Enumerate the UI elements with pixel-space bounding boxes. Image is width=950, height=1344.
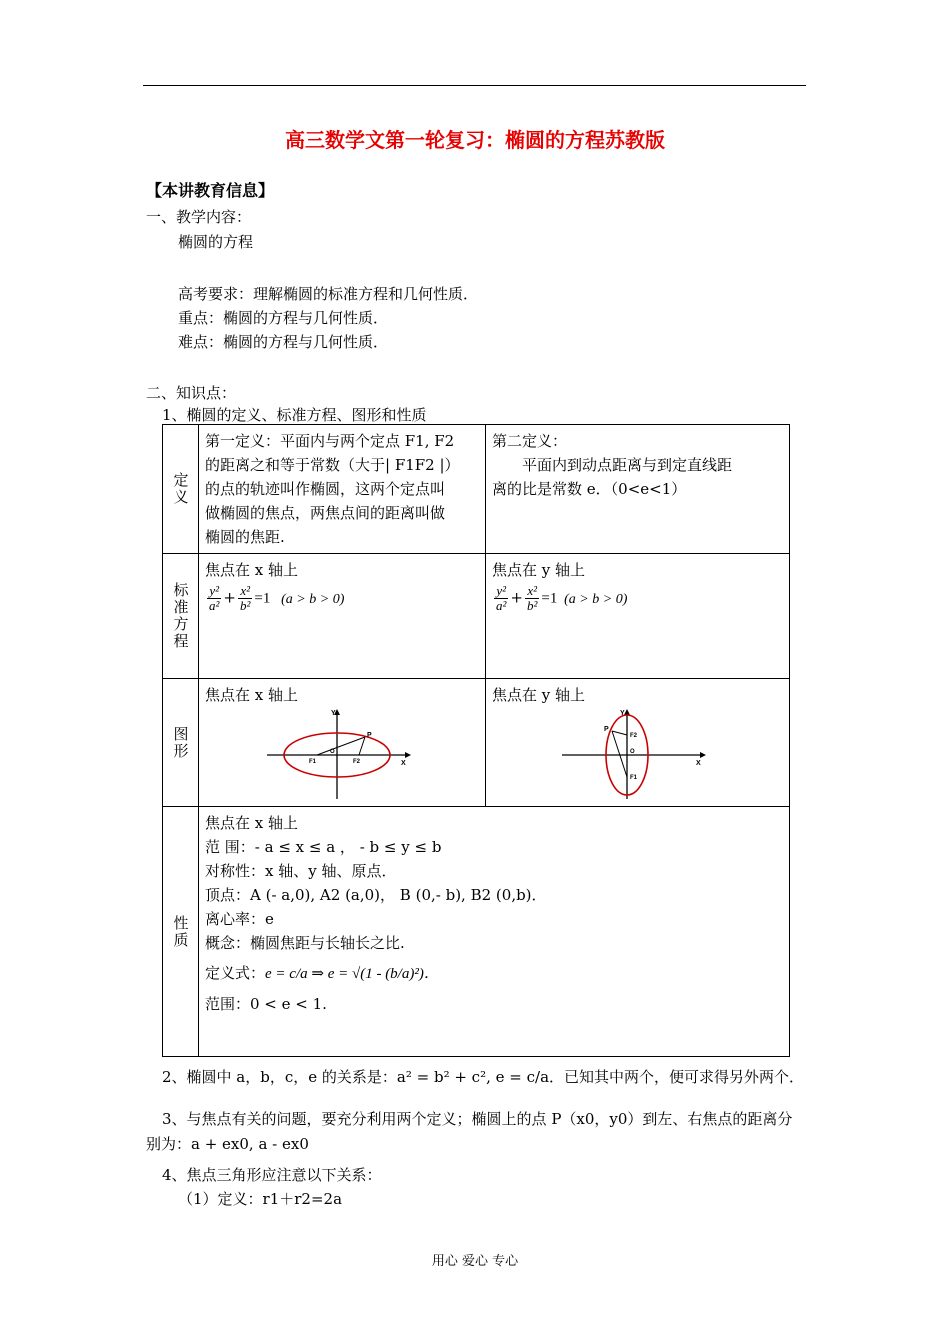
figure-label: 图形 (163, 679, 199, 807)
page-title: 高三数学文第一轮复习：椭圆的方程苏教版 (285, 128, 665, 152)
label-p: P (604, 726, 609, 733)
property-row (163, 807, 790, 1057)
equals-one: =1 (541, 590, 558, 607)
numerator: x² (527, 583, 538, 598)
page-footer: 用心 爱心 专心 (431, 1254, 519, 1269)
fraction (525, 584, 539, 613)
focal-radius-2 (359, 737, 365, 755)
property-label: 性质 (163, 807, 199, 1057)
first-def-line: 椭圆的焦距. (205, 528, 285, 546)
section2-heading: 二、知识点： (146, 384, 237, 402)
prop-ecc-range: 范围：0 < e < 1. (205, 995, 327, 1013)
equation-x-formula: $\frac{\text{y²}}{\text{a²}}$ + $\frac{\text{x²}}{\text{b²}}$ =1 (a > b > 0) (209, 583, 345, 613)
equation-label: 标准方程 (163, 554, 199, 679)
item3-line2: 别为：a + ex0, a - ex0 (146, 1135, 309, 1153)
figure-x-focus (199, 679, 486, 807)
label-p: P (367, 732, 372, 739)
definition-row (163, 425, 790, 554)
label-x: X (401, 760, 406, 767)
second-def-line: 平面内到动点距离与到定直线距 (522, 456, 733, 474)
prop-concept: 概念：椭圆焦距与长轴长之比. (205, 934, 405, 952)
fraction (494, 584, 508, 613)
denominator: a² (496, 598, 507, 613)
figure-y-focus (486, 679, 790, 807)
difficulty-text: 难点：椭圆的方程与几何性质． (178, 333, 389, 351)
focal-radius-1 (317, 737, 365, 755)
label-y: Y (620, 710, 625, 717)
numerator: y² (209, 583, 220, 598)
item1-text: 1、椭圆的定义、标准方程、图形和性质 (162, 406, 427, 424)
second-def-line: 离的比是常数 e．（0<e<1） (492, 480, 687, 498)
section1-heading: 一、教学内容： (146, 208, 252, 226)
equals-one: =1 (254, 590, 271, 607)
equation-y-formula: $\frac{\text{y²}}{\text{a²}}$ + $\frac{\text{x²}}{\text{b²}}$ =1 (a > b > 0) (496, 583, 628, 613)
fraction (238, 584, 252, 613)
y-axis-arrow (624, 709, 630, 715)
first-definition (199, 425, 486, 554)
top-rule (143, 85, 806, 86)
label-f2: F2 (353, 759, 361, 765)
prop-formula (205, 955, 783, 992)
denominator: a² (209, 598, 220, 613)
figure-y-caption: 焦点在 y 轴上 (492, 686, 586, 704)
figure-row (163, 679, 790, 807)
equation-row (163, 554, 790, 679)
label-f2: F2 (630, 733, 638, 739)
label-o: O (630, 749, 635, 755)
definition-label: 定义 (163, 425, 199, 554)
fraction (207, 584, 221, 613)
condition: (a > b > 0) (564, 591, 628, 607)
equation-y-focus (486, 554, 790, 679)
item2-text: 2、椭圆中 a，b，c，e 的关系是：a² = b² + c², e = c/a．已知其中两个，便可求得另外两个． (162, 1068, 805, 1086)
ellipse-x-diagram (267, 707, 417, 799)
item3-line1: 3、与焦点有关的问题，要充分利用两个定义；椭圆上的点 P（x0，y0）到左、右焦点的距离分 (162, 1110, 793, 1128)
first-def-line: 做椭圆的焦点，两焦点间的距离叫做 (205, 504, 446, 522)
prop-vertices: 顶点：A (- a,0), A2 (a,0)， B (0,- b), B2 (0,b)． (205, 886, 547, 904)
properties-cell (199, 807, 790, 1057)
numerator: y² (496, 583, 507, 598)
info-header: 【本讲教育信息】 (146, 181, 275, 200)
second-def-title: 第二定义： (492, 432, 568, 450)
focus-text: 重点：椭圆的方程与几何性质． (178, 309, 389, 327)
item4-text: 4、焦点三角形应注意以下关系： (162, 1166, 382, 1184)
label-f1: F1 (630, 775, 638, 781)
equation-x-caption: 焦点在 x 轴上 (205, 561, 298, 579)
prop-caption: 焦点在 x 轴上 (205, 814, 298, 832)
label-x: X (696, 760, 701, 767)
first-def-line: 的点的轨迹叫作椭圆，这两个定点叫 (205, 480, 446, 498)
ellipse-y-diagram (562, 707, 712, 799)
formula-label: 定义式： (205, 964, 266, 982)
denominator: b² (239, 598, 251, 613)
requirement-text: 高考要求：理解椭圆的标准方程和几何性质． (178, 285, 479, 303)
section1-topic: 椭圆的方程 (178, 233, 254, 251)
item4-1-text: （1）定义：r1＋r2=2a (178, 1190, 343, 1208)
prop-symmetry: 对称性：x 轴、y 轴、原点． (205, 862, 397, 880)
label-f1: F1 (309, 759, 317, 765)
label-o: O (330, 749, 335, 755)
focal-radius-2 (612, 731, 627, 777)
prop-range: 范 围：- a ≤ x ≤ a ， - b ≤ y ≤ b (205, 838, 442, 856)
focal-radius-1 (612, 731, 627, 735)
x-axis-arrow (405, 752, 411, 758)
figure-x-caption: 焦点在 x 轴上 (205, 686, 298, 704)
equation-x-focus (199, 554, 486, 679)
second-definition (486, 425, 790, 554)
first-def-line: 第一定义：平面内与两个定点 F1, F2 (205, 432, 455, 450)
label-y: Y (331, 710, 336, 717)
denominator: b² (526, 598, 538, 613)
ellipse-table (162, 424, 790, 1057)
equation-y-caption: 焦点在 y 轴上 (492, 561, 586, 579)
formula-expression: e = c/a ⇒ e = √(1 - (b/a)²)． (265, 966, 439, 982)
condition: (a > b > 0) (281, 591, 345, 607)
x-axis-arrow (700, 752, 706, 758)
prop-eccentricity: 离心率：e (205, 910, 274, 928)
first-def-line: 的距离之和等于常数（大于| F1F2 |） (205, 456, 460, 474)
numerator: x² (240, 583, 251, 598)
